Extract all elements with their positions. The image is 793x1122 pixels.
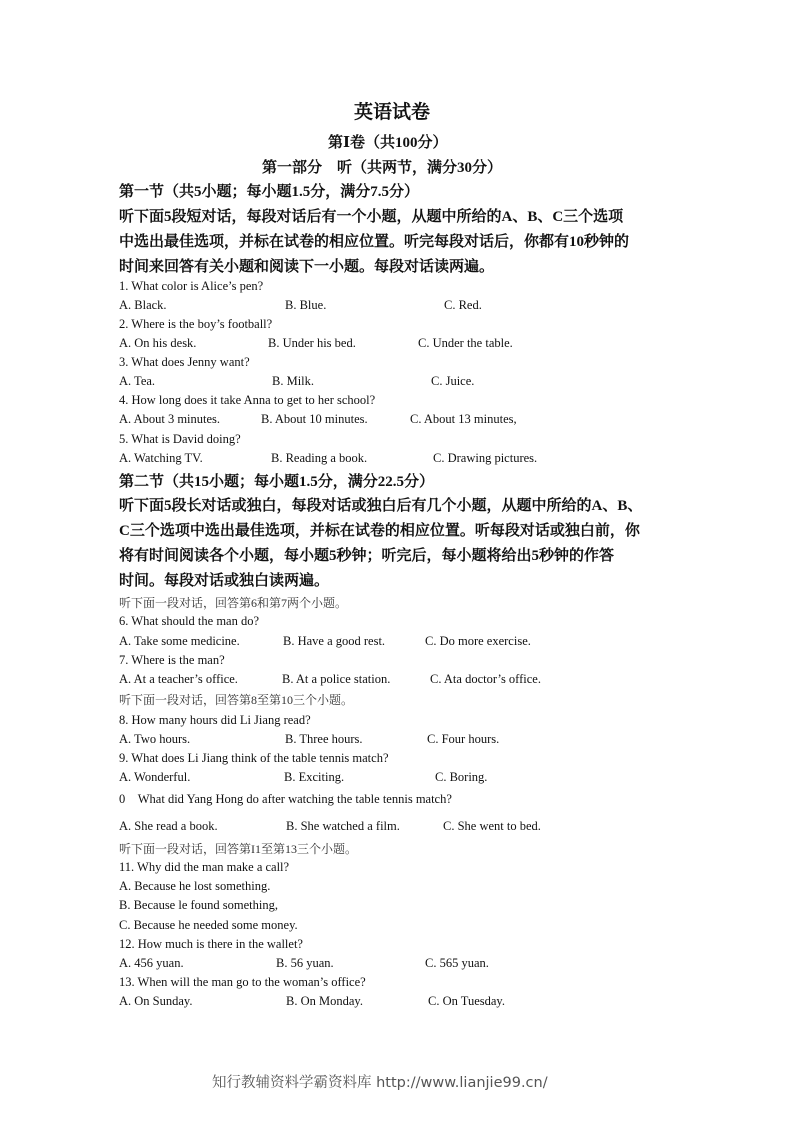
section1-heading: 第一节（共5小题；每小题1.5分，满分7.5分） [119,184,420,200]
q6-option-a: A. Take some medicine. [119,634,240,648]
q11-option-b: B. Because le found something, [119,898,278,912]
q13-option-a: A. On Sunday. [119,994,193,1008]
question-5: 5. What is David doing? [119,432,241,446]
q10-option-c: C. She went to bed. [443,819,541,833]
question-10: 0 What did Yang Hong do after watching the table tennis match? [119,792,452,806]
q2-option-b: B. Under his bed. [268,336,356,350]
q10-option-b: B. She watched a film. [286,819,400,833]
dialogue-note-2: 听下面一段对话，回答第8至第10三个小题。 [119,693,354,707]
q4-option-c: C. About 13 minutes, [410,412,517,426]
question-2: 2. Where is the boy’s football? [119,317,273,331]
footer-watermark: 知行教辅资料学霸资料库 http://www.lianjie99.cn/ [212,1075,548,1091]
q6-option-b: B. Have a good rest. [283,634,386,648]
part-heading: 第一部分 听（共两节，满分30分） [262,160,503,176]
q1-option-b: B. Blue. [285,298,327,312]
q9-option-a: A. Wonderful. [119,770,191,784]
q8-option-c: C. Four hours. [427,732,500,746]
q9-option-c: C. Boring. [435,770,488,784]
q3-option-a: A. Tea. [119,374,156,388]
q5-option-c: C. Drawing pictures. [433,451,538,465]
section2-instruction-line3: 将有时间阅读各个小题，每小题5秒钟；听完后，每小题将给出5秒钟的作答 [119,548,615,564]
question-8: 8. How many hours did Li Jiang read? [119,713,311,727]
q1-option-c: C. Red. [444,298,482,312]
q11-option-a: A. Because he lost something. [119,879,271,893]
volume-heading: 第Ⅰ卷（共100分） [328,135,448,151]
q9-option-b: B. Exciting. [284,770,345,784]
q2-option-c: C. Under the table. [418,336,513,350]
q12-option-c: C. 565 yuan. [425,956,489,970]
page-title: 英语试卷 [354,102,431,123]
question-11: 11. Why did the man make a call? [119,860,290,874]
q4-option-a: A. About 3 minutes. [119,412,221,426]
q7-option-a: A. At a teacher’s office. [119,672,238,686]
question-4: 4. How long does it take Anna to get to her school? [119,393,376,407]
dialogue-note-1: 听下面一段对话，回答第6和第7两个小题。 [119,596,348,610]
q4-option-b: B. About 10 minutes. [261,412,368,426]
q13-option-b: B. On Monday. [286,994,363,1008]
q5-option-b: B. Reading a book. [271,451,368,465]
q13-option-c: C. On Tuesday. [428,994,505,1008]
section2-heading: 第二节（共15小题；每小题1.5分，满分22.5分） [119,474,435,490]
question-9: 9. What does Li Jiang think of the table tennis match? [119,751,389,765]
section1-instruction-line3: 时间来回答有关小题和阅读下一小题。每段对话读两遍。 [119,259,495,275]
q6-option-c: C. Do more exercise. [425,634,531,648]
question-3: 3. What does Jenny want? [119,355,250,369]
q11-option-c: C. Because he needed some money. [119,918,298,932]
question-12: 12. How much is there in the wallet? [119,937,303,951]
q1-option-a: A. Black. [119,298,167,312]
section2-instruction-line4: 时间。每段对话或独白读两遍。 [119,573,330,589]
question-7: 7. Where is the man? [119,653,225,667]
dialogue-note-3: 听下面一段对话，回答第I1至第13三个小题。 [119,842,357,856]
q12-option-a: A. 456 yuan. [119,956,184,970]
section1-instruction-line1: 听下面5段短对话，每段对话后有一个小题，从题中所给的A、B、C三个选项 [119,209,624,225]
q7-option-c: C. Ata doctor’s office. [430,672,541,686]
q10-option-a: A. She read a book. [119,819,218,833]
question-1: 1. What color is Alice’s pen? [119,279,264,293]
q3-option-c: C. Juice. [431,374,475,388]
section2-instruction-line1: 听下面5段长对话或独白，每段对话或独白后有几个小题，从题中所给的A、B、 [119,498,643,514]
q12-option-b: B. 56 yuan. [276,956,334,970]
q3-option-b: B. Milk. [272,374,315,388]
section2-instruction-line2: C三个选项中选出最佳选项，并标在试卷的相应位置。听每段对话或独白前，你 [119,523,640,539]
q2-option-a: A. On his desk. [119,336,197,350]
question-13: 13. When will the man go to the woman’s office? [119,975,366,989]
q8-option-b: B. Three hours. [285,732,363,746]
section1-instruction-line2: 中选出最佳选项，并标在试卷的相应位置。听完每段对话后，你都有10秒钟的 [119,234,630,250]
q5-option-a: A. Watching TV. [119,451,203,465]
q7-option-b: B. At a police station. [282,672,391,686]
q8-option-a: A. Two hours. [119,732,191,746]
question-6: 6. What should the man do? [119,614,260,628]
